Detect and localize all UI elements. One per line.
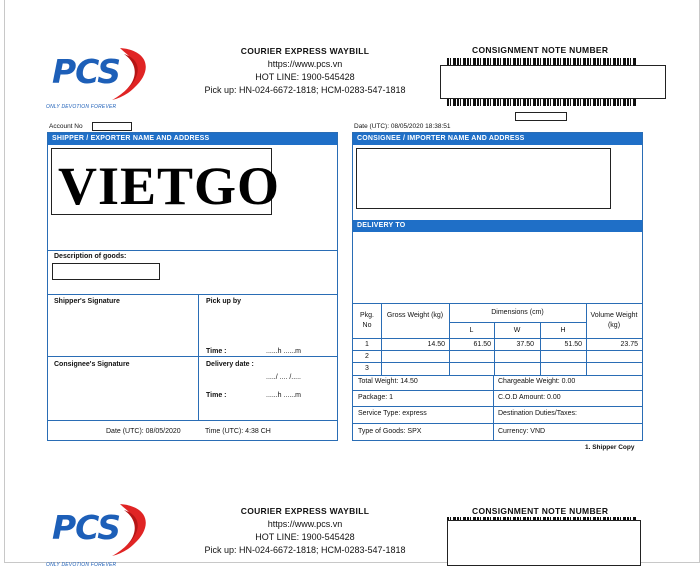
shipper-signature-label: Shipper's Signature — [54, 298, 120, 305]
table-row-width: 37.50 — [516, 341, 534, 348]
consignment-title: CONSIGNMENT NOTE NUMBER — [472, 45, 609, 55]
pickup-by-label: Pick up by — [206, 298, 242, 305]
consignee-header: CONSIGNEE / IMPORTER NAME AND ADDRESS — [353, 133, 642, 145]
cod-amount: C.O.D Amount: 0.00 — [498, 394, 561, 401]
consignment-title-copy: CONSIGNMENT NOTE NUMBER — [472, 506, 609, 516]
pickup-time-label: Time : — [206, 348, 227, 355]
divider — [48, 420, 337, 421]
divider — [198, 294, 199, 420]
divider — [353, 303, 642, 304]
logo-tagline: ONLY DEVOTION FOREVER — [46, 562, 117, 568]
divider — [381, 303, 382, 375]
dimensions-header: Dimensions (cm) — [491, 309, 544, 316]
company-logo — [46, 44, 160, 114]
delivery-date-value: ...../ .... /..... — [266, 374, 302, 381]
account-label: Account No — [49, 123, 83, 130]
package-count: Package: 1 — [358, 394, 394, 401]
website-link[interactable]: https://www.pcs.vn — [267, 519, 343, 529]
pickup-time-value: ......h ......m — [266, 348, 302, 355]
service-type: Service Type: express — [358, 410, 427, 417]
pickup-phones: Pick up: HN-024-6672-1818; HCM-0283-547-1818 — [204, 545, 406, 555]
divider — [353, 375, 642, 376]
table-row-length: 61.50 — [473, 341, 491, 348]
waybill-header-copy — [196, 505, 414, 557]
delivery-date-label: Delivery date : — [206, 361, 254, 368]
delivery-to-header: DELIVERY TO — [353, 220, 642, 232]
logo-tagline: ONLY DEVOTION FOREVER — [46, 104, 117, 110]
consignee-address-redacted — [356, 148, 611, 209]
width-header: W — [513, 327, 521, 334]
time-utc-bottom: Time (UTC): 4:38 CH — [205, 428, 271, 435]
table-row-no: 3 — [365, 365, 369, 372]
watermark-stamp: VIETGO — [58, 156, 281, 216]
logo-text: PCS — [52, 52, 120, 91]
type-of-goods: Type of Goods: SPX — [358, 428, 422, 435]
pickup-phones: Pick up: HN-024-6672-1818; HCM-0283-547-1818 — [204, 85, 406, 95]
delivery-time-value: ......h ......m — [266, 392, 302, 399]
table-row-height: 51.50 — [564, 341, 582, 348]
copy-label: 1. Shipper Copy — [585, 444, 635, 451]
currency: Currency: VND — [498, 428, 546, 435]
account-number-redacted — [92, 122, 132, 131]
table-row-gross-weight: 14.50 — [427, 341, 445, 348]
divider — [493, 375, 494, 441]
chargeable-weight: Chargeable Weight: 0.00 — [498, 378, 576, 385]
divider — [586, 303, 587, 375]
waybill-title: COURIER EXPRESS WAYBILL — [240, 506, 370, 516]
consignment-number-redacted — [447, 520, 641, 566]
company-logo-copy — [46, 500, 160, 570]
waybill-title: COURIER EXPRESS WAYBILL — [240, 46, 370, 56]
total-weight: Total Weight: 14.50 — [358, 378, 418, 385]
table-row-no: 1 — [365, 341, 369, 348]
divider — [48, 250, 337, 251]
description-redacted — [52, 263, 160, 280]
logo-text: PCS — [52, 508, 120, 547]
waybill-header — [196, 45, 414, 97]
divider — [353, 350, 642, 351]
barcode-number-redacted — [515, 112, 567, 121]
table-row-no: 2 — [365, 353, 369, 360]
delivery-time-label: Time : — [206, 392, 227, 399]
divider — [48, 356, 337, 357]
website-link[interactable]: https://www.pcs.vn — [267, 59, 343, 69]
divider — [48, 294, 337, 295]
destination-duties: Destination Duties/Taxes: — [498, 410, 577, 417]
length-header: L — [469, 327, 474, 334]
hotline: HOT LINE: 1900-545428 — [255, 532, 355, 542]
pkg-no-header: Pkg. No — [359, 312, 374, 329]
divider — [353, 362, 642, 363]
volume-weight-header: Volume Weight (kg) — [590, 312, 638, 329]
hotline: HOT LINE: 1900-545428 — [255, 72, 355, 82]
description-label: Description of goods: — [54, 253, 127, 260]
divider — [449, 322, 586, 323]
consignment-number-redacted — [440, 65, 666, 99]
table-row-volume-weight: 23.75 — [620, 341, 638, 348]
divider — [353, 423, 642, 424]
divider — [353, 390, 642, 391]
divider — [353, 406, 642, 407]
divider — [353, 338, 642, 339]
gross-weight-header: Gross Weight (kg) — [386, 312, 444, 319]
consignee-signature-label: Consignee's Signature — [54, 361, 130, 368]
date-top: Date (UTC): 08/05/2020 18:38:51 — [354, 123, 451, 130]
shipper-header: SHIPPER / EXPORTER NAME AND ADDRESS — [48, 133, 337, 145]
date-utc-bottom: Date (UTC): 08/05/2020 — [106, 428, 181, 435]
height-header: H — [560, 327, 566, 334]
